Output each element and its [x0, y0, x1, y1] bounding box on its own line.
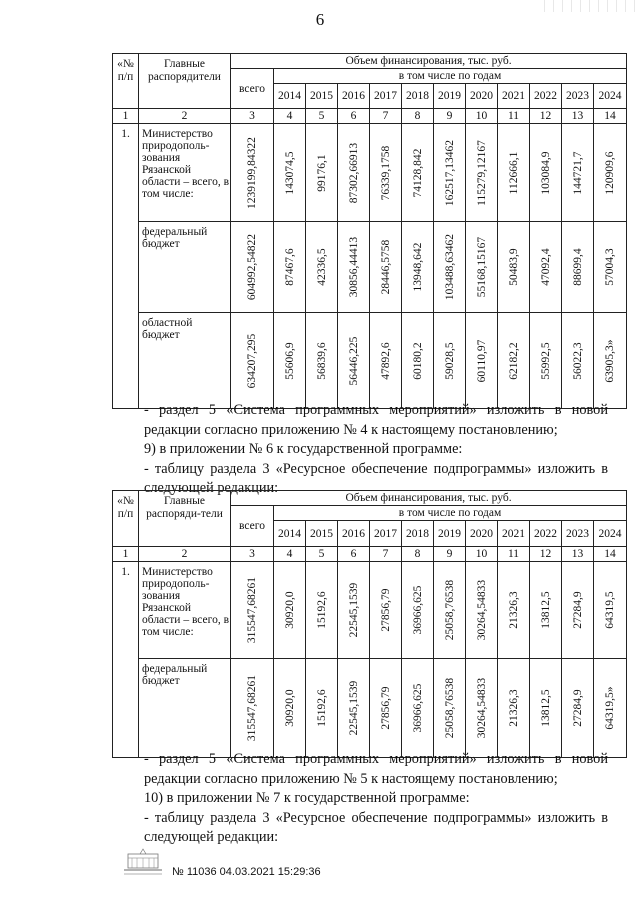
column-number: 9	[434, 109, 466, 124]
header-num: «№ п/п	[113, 491, 139, 547]
column-number: 5	[306, 547, 338, 562]
value-text: 27284,9	[571, 591, 584, 629]
header-main: Главные распорядители	[139, 54, 231, 109]
value-cell	[370, 659, 402, 758]
value-cell	[562, 562, 594, 659]
value-text: 56022,3	[571, 341, 584, 380]
value-cell	[306, 313, 338, 409]
value-cell	[466, 124, 498, 222]
column-number: 14	[594, 109, 627, 124]
value-cell	[498, 222, 530, 313]
value-text: 120909,6	[604, 150, 617, 195]
value-cell	[498, 562, 530, 659]
value-cell	[274, 659, 306, 758]
value-text: 27284,9	[571, 689, 584, 727]
value-cell	[466, 222, 498, 313]
column-number: 8	[402, 547, 434, 562]
value-text: 47892,6	[379, 341, 392, 380]
value-cell	[530, 562, 562, 659]
value-cell	[498, 124, 530, 222]
value-cell	[594, 124, 627, 222]
value-cell	[562, 124, 594, 222]
value-text: 315547,68261	[246, 674, 258, 742]
value-text: 28446,5758	[379, 239, 392, 295]
value-text: 99176,1	[315, 153, 328, 192]
value-cell	[306, 562, 338, 659]
value-cell	[498, 659, 530, 758]
value-cell	[306, 659, 338, 758]
value-cell	[434, 659, 466, 758]
value-text: 13812,5	[539, 591, 552, 629]
value-text: 115279,12167	[475, 139, 488, 206]
column-number: 4	[274, 547, 306, 562]
value-cell	[306, 222, 338, 313]
value-cell	[434, 222, 466, 313]
column-number: 12	[530, 547, 562, 562]
value-text: 87302,66913	[347, 142, 360, 203]
value-text: 30856,44413	[347, 236, 360, 298]
document-registration-stamp: № 11036 04.03.2021 15:29:36	[172, 866, 321, 878]
year-cell: 2014	[274, 521, 306, 547]
value-cell	[466, 313, 498, 409]
column-number: 9	[434, 547, 466, 562]
value-text: 103084,9	[539, 150, 552, 195]
value-cell	[594, 659, 627, 758]
value-cell	[338, 659, 370, 758]
value-cell	[530, 659, 562, 758]
column-number: 2	[139, 109, 231, 124]
year-cell: 2018	[402, 521, 434, 547]
value-cell	[231, 313, 274, 409]
value-cell	[562, 659, 594, 758]
value-text: 112666,1	[507, 151, 520, 194]
year-cell: 2021	[498, 521, 530, 547]
value-cell	[402, 313, 434, 409]
value-cell	[594, 222, 627, 313]
year-cell: 2019	[434, 84, 466, 109]
value-text: 36966,625	[411, 585, 424, 635]
year-cell: 2022	[530, 521, 562, 547]
value-text: 21326,3	[507, 591, 520, 629]
value-cell	[530, 124, 562, 222]
year-cell: 2020	[466, 84, 498, 109]
year-cell: 2014	[274, 84, 306, 109]
value-cell	[274, 562, 306, 659]
value-text: 55992,5	[539, 341, 552, 380]
column-number: 1	[113, 547, 139, 562]
value-text: 64319,5	[604, 591, 617, 629]
value-cell	[231, 562, 274, 659]
value-text: 1239199,84322	[246, 136, 258, 209]
year-cell: 2018	[402, 84, 434, 109]
value-text: 87467,6	[283, 248, 296, 286]
column-number: 7	[370, 109, 402, 124]
value-cell	[594, 313, 627, 409]
value-cell	[530, 222, 562, 313]
column-number: 3	[231, 547, 274, 562]
column-number: 10	[466, 547, 498, 562]
column-number: 13	[562, 109, 594, 124]
row-number: 1.	[113, 562, 139, 758]
value-text: 64319,5»	[604, 686, 617, 730]
value-text: 21326,3	[507, 689, 520, 727]
year-cell: 2017	[370, 84, 402, 109]
paragraph: - таблицу раздела 3 «Ресурсное обеспечение подпрограммы» изложить в следующей редакции:	[144, 460, 608, 496]
column-number: 4	[274, 109, 306, 124]
value-text: 144721,7	[571, 150, 584, 195]
paragraph: - таблицу раздела 3 «Ресурсное обеспечение подпрограммы» изложить в следующей редакции:	[144, 809, 608, 845]
value-cell	[402, 659, 434, 758]
header-total: всего	[231, 506, 274, 547]
funding-table-1	[112, 53, 627, 409]
value-cell	[338, 562, 370, 659]
value-text: 25058,76538	[443, 579, 456, 641]
year-cell: 2016	[338, 521, 370, 547]
value-text: 22545,1539	[347, 680, 360, 736]
value-text: 30920,0	[283, 591, 296, 629]
row-name: областной бюджет	[139, 313, 231, 409]
column-number-row	[113, 109, 627, 124]
value-text: 604992,54822	[246, 233, 258, 301]
value-cell	[434, 562, 466, 659]
value-cell	[562, 222, 594, 313]
value-text: 36966,625	[411, 683, 424, 733]
value-text: 60180,2	[411, 341, 424, 380]
value-text: 25058,76538	[443, 677, 456, 739]
value-text: 143074,5	[283, 150, 296, 195]
value-cell	[466, 562, 498, 659]
year-cell: 2023	[562, 84, 594, 109]
column-number: 10	[466, 109, 498, 124]
value-cell	[231, 659, 274, 758]
year-cell: 2023	[562, 521, 594, 547]
value-cell	[274, 222, 306, 313]
column-number: 14	[594, 547, 627, 562]
value-text: 62182,2	[507, 341, 520, 380]
value-cell	[231, 222, 274, 313]
paragraph: - раздел 5 «Система программных мероприятий» изложить в новой редакции согласно приложению № 4 к настоящему постановлению;	[144, 402, 608, 438]
text-block-2	[112, 750, 608, 848]
year-cell: 2015	[306, 84, 338, 109]
value-text: 27856,79	[379, 686, 392, 730]
year-cell: 2024	[594, 84, 627, 109]
value-cell	[370, 562, 402, 659]
row-name: Министерство природополь-зования Рязанской области – всего, в том числе:	[139, 562, 231, 659]
year-cell: 2016	[338, 84, 370, 109]
value-text: 76339,1758	[379, 145, 392, 200]
value-cell	[274, 313, 306, 409]
value-cell	[306, 124, 338, 222]
column-number: 7	[370, 547, 402, 562]
column-number: 6	[338, 109, 370, 124]
value-text: 22545,1539	[347, 582, 360, 638]
column-number: 12	[530, 109, 562, 124]
value-cell	[434, 124, 466, 222]
row-number: 1.	[113, 124, 139, 409]
document-stamp-logo	[120, 848, 166, 876]
value-cell	[274, 124, 306, 222]
value-cell	[370, 222, 402, 313]
year-cell: 2019	[434, 521, 466, 547]
year-cell: 2024	[594, 521, 627, 547]
column-number: 11	[498, 547, 530, 562]
value-text: 27856,79	[379, 588, 392, 632]
column-number: 5	[306, 109, 338, 124]
value-text: 74128,842	[411, 148, 424, 197]
value-text: 50483,9	[507, 248, 520, 286]
header-main: Главные распоряди-тели	[139, 491, 231, 547]
value-cell	[402, 562, 434, 659]
value-cell	[370, 124, 402, 222]
value-text: 63905,3»	[604, 338, 617, 383]
value-text: 59028,5	[443, 341, 456, 380]
year-cell: 2022	[530, 84, 562, 109]
paragraph: 9) в приложении № 6 к государственной программе:	[144, 441, 463, 457]
value-cell	[402, 124, 434, 222]
value-text: 30264,54833	[475, 677, 488, 739]
header-funding: Объем финансирования, тыс. руб.	[231, 491, 627, 506]
year-cell: 2015	[306, 521, 338, 547]
value-text: 57004,3	[604, 248, 617, 286]
year-cell: 2020	[466, 521, 498, 547]
column-number-row	[113, 547, 627, 562]
column-number: 1	[113, 109, 139, 124]
value-cell	[231, 124, 274, 222]
column-number: 2	[139, 547, 231, 562]
value-cell	[562, 313, 594, 409]
value-text: 55168,15167	[475, 236, 488, 298]
header-num: «№ п/п	[113, 54, 139, 109]
paragraph: - раздел 5 «Система программных мероприятий» изложить в новой редакции согласно приложению № 5 к настоящему постановлению;	[144, 751, 608, 787]
value-text: 30920,0	[283, 689, 296, 727]
value-cell	[434, 313, 466, 409]
value-text: 103488,63462	[443, 233, 456, 301]
value-text: 88699,4	[571, 248, 584, 286]
column-number: 13	[562, 547, 594, 562]
column-number: 3	[231, 109, 274, 124]
value-text: 55606,9	[283, 341, 296, 380]
value-text: 42336,5	[315, 248, 328, 286]
header-by-years: в том числе по годам	[274, 69, 627, 84]
header-total: всего	[231, 69, 274, 109]
value-cell	[338, 124, 370, 222]
value-text: 315547,68261	[246, 576, 258, 644]
value-text: 56839,6	[315, 341, 328, 380]
value-cell	[530, 313, 562, 409]
year-cell: 2017	[370, 521, 402, 547]
value-text: 30264,54833	[475, 579, 488, 641]
value-cell	[338, 222, 370, 313]
value-text: 47092,4	[539, 248, 552, 286]
value-cell	[498, 313, 530, 409]
value-cell	[370, 313, 402, 409]
row-name: федеральный бюджет	[139, 659, 231, 758]
column-number: 6	[338, 547, 370, 562]
column-number: 11	[498, 109, 530, 124]
value-cell	[338, 313, 370, 409]
header-funding: Объем финансирования, тыс. руб.	[231, 54, 627, 69]
value-text: 15192,6	[315, 591, 328, 629]
value-text: 634207,295	[246, 333, 258, 388]
value-cell	[594, 562, 627, 659]
value-text: 13948,642	[411, 242, 424, 292]
value-text: 60110,97	[475, 339, 488, 382]
value-text: 56446,225	[347, 336, 360, 385]
value-text: 15192,6	[315, 689, 328, 727]
header-by-years: в том числе по годам	[274, 506, 627, 521]
column-number: 8	[402, 109, 434, 124]
value-cell	[402, 222, 434, 313]
value-cell	[466, 659, 498, 758]
funding-table-2	[112, 490, 627, 758]
year-cell: 2021	[498, 84, 530, 109]
value-text: 162517,13462	[443, 139, 456, 206]
row-name: Министерство природополь-зования Рязанской области – всего, в том числе:	[139, 124, 231, 222]
value-text: 13812,5	[539, 689, 552, 727]
row-name: федеральный бюджет	[139, 222, 231, 313]
page-number: 6	[315, 10, 325, 29]
text-block-1	[112, 401, 608, 499]
paragraph: 10) в приложении № 7 к государственной программе:	[144, 790, 470, 806]
